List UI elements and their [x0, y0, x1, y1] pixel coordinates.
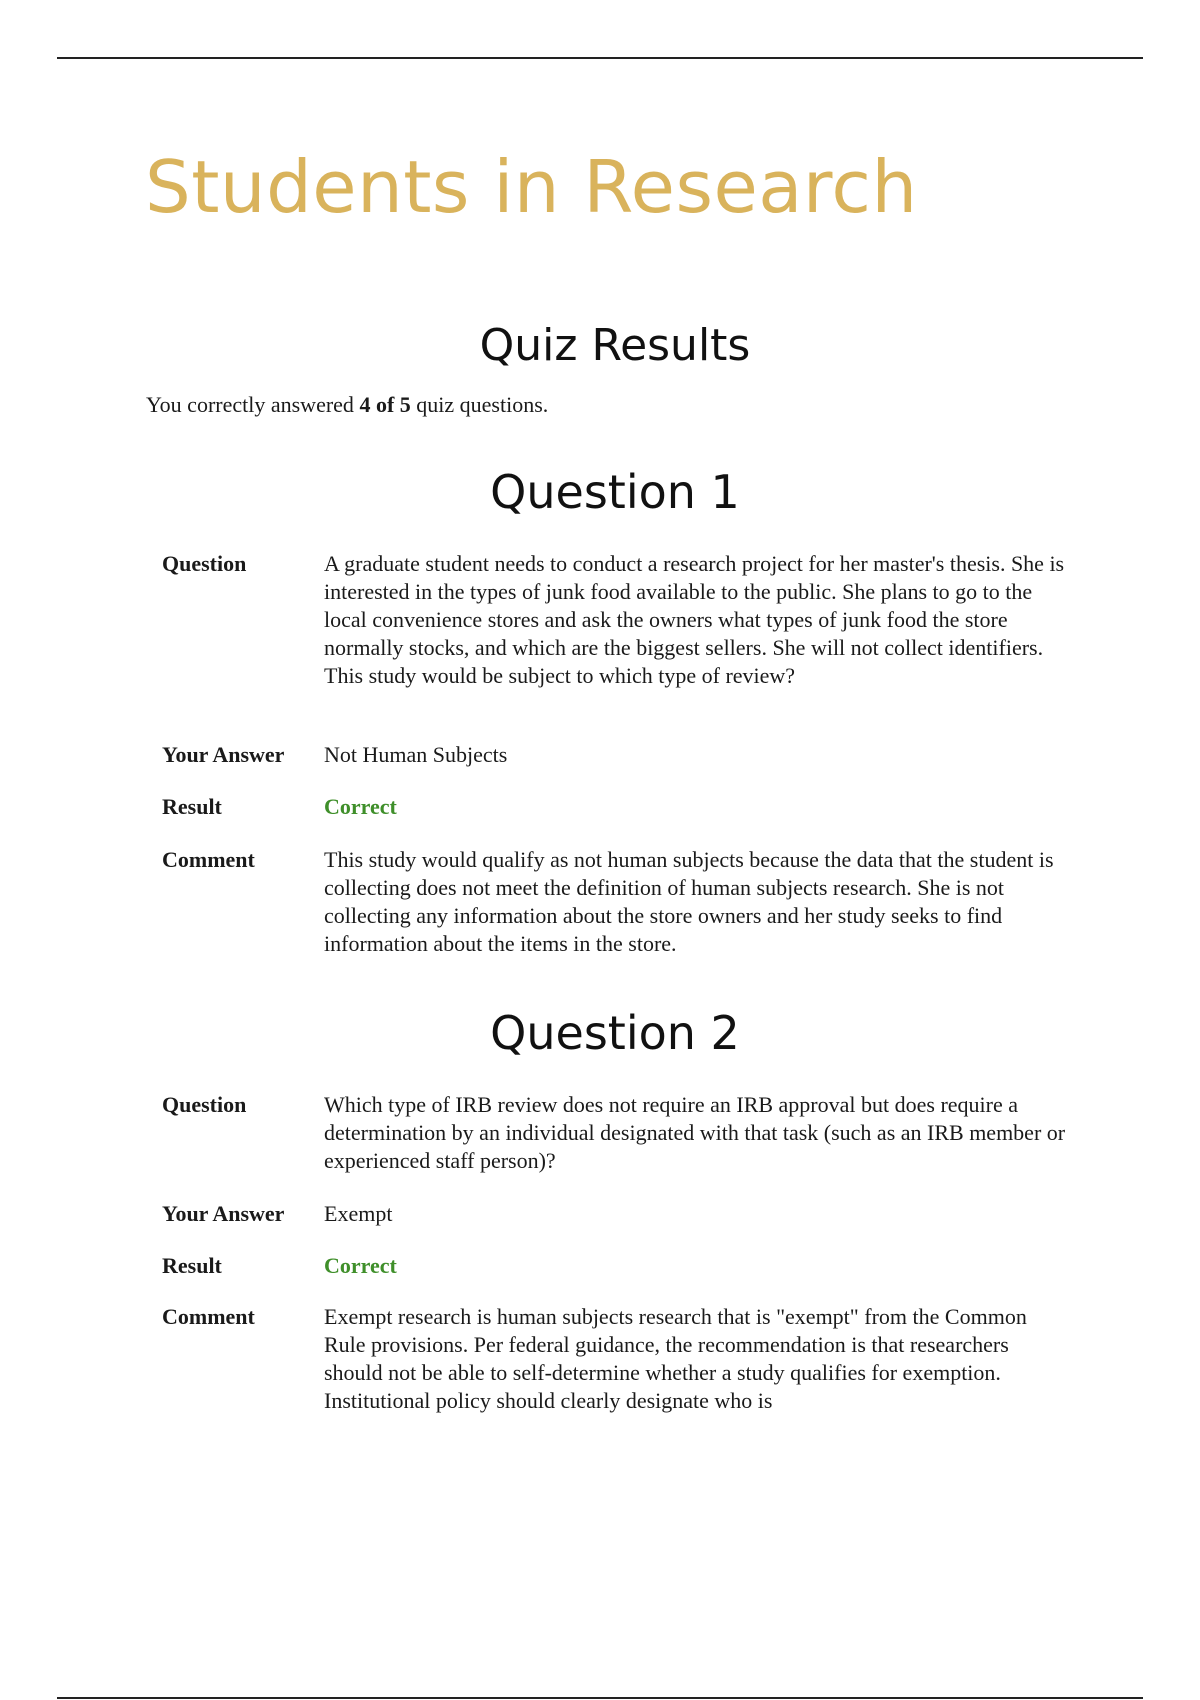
question-1-text: A graduate student needs to conduct a research project for her master's thesis. She is interested in the types of junk food available to the public. She plans to go to the local convenience stores and ask the owners what types of junk food the store normally stocks, and which are the biggest sellers. She will not collect identifiers. This study would be subject to which type of review?	[324, 551, 1065, 688]
summary-prefix: You correctly answered	[146, 392, 360, 417]
question-1-answer: Not Human Subjects	[324, 742, 508, 767]
top-rule	[57, 57, 1143, 59]
question-2-comment: Exempt research is human subjects research that is "exempt" from the Common Rule provisions. Per federal guidance, the recommendation is that researchers should not be able to self-determine whether a study qualifies for exemption. Institutional policy should clearly designate who is	[324, 1304, 1027, 1413]
your-answer-label: Your Answer	[162, 742, 285, 767]
question-1-heading: Question 1	[490, 465, 740, 519]
comment-label: Comment	[162, 1304, 255, 1329]
question-2-answer: Exempt	[324, 1201, 393, 1226]
summary-suffix: quiz questions.	[410, 392, 549, 417]
comment-label: Comment	[162, 847, 255, 872]
quiz-results-heading: Quiz Results	[479, 320, 751, 371]
question-2-question-row	[162, 1091, 1072, 1175]
result-label: Result	[162, 794, 222, 819]
your-answer-label: Your Answer	[162, 1201, 285, 1226]
bottom-rule	[57, 1697, 1143, 1699]
question-2-result: Correct	[324, 1253, 397, 1278]
question-1-result-row	[162, 793, 1072, 821]
question-2-comment-row	[162, 1303, 1072, 1415]
result-label: Result	[162, 1253, 222, 1278]
question-2-heading: Question 2	[490, 1006, 740, 1060]
question-2-result-row	[162, 1252, 1072, 1280]
question-1-comment: This study would qualify as not human subjects because the data that the student is collecting does not meet the definition of human subjects research. She is not collecting any information about the store owners and her study seeks to find information about the items in the store.	[324, 847, 1054, 956]
question-1-comment-row	[162, 846, 1072, 958]
brand-title: Students in Research	[145, 145, 918, 229]
question-2-answer-row	[162, 1200, 1072, 1228]
score-summary	[146, 390, 548, 420]
question-label: Question	[162, 551, 247, 576]
question-label: Question	[162, 1092, 247, 1117]
question-2-text: Which type of IRB review does not require an IRB approval but does require a determination by an individual designated with that task (such as an IRB member or experienced staff person)?	[324, 1092, 1066, 1173]
question-1-result: Correct	[324, 794, 397, 819]
question-1-answer-row	[162, 741, 1072, 769]
score-value: 4 of 5	[359, 392, 411, 417]
question-1-question-row	[162, 550, 1072, 690]
